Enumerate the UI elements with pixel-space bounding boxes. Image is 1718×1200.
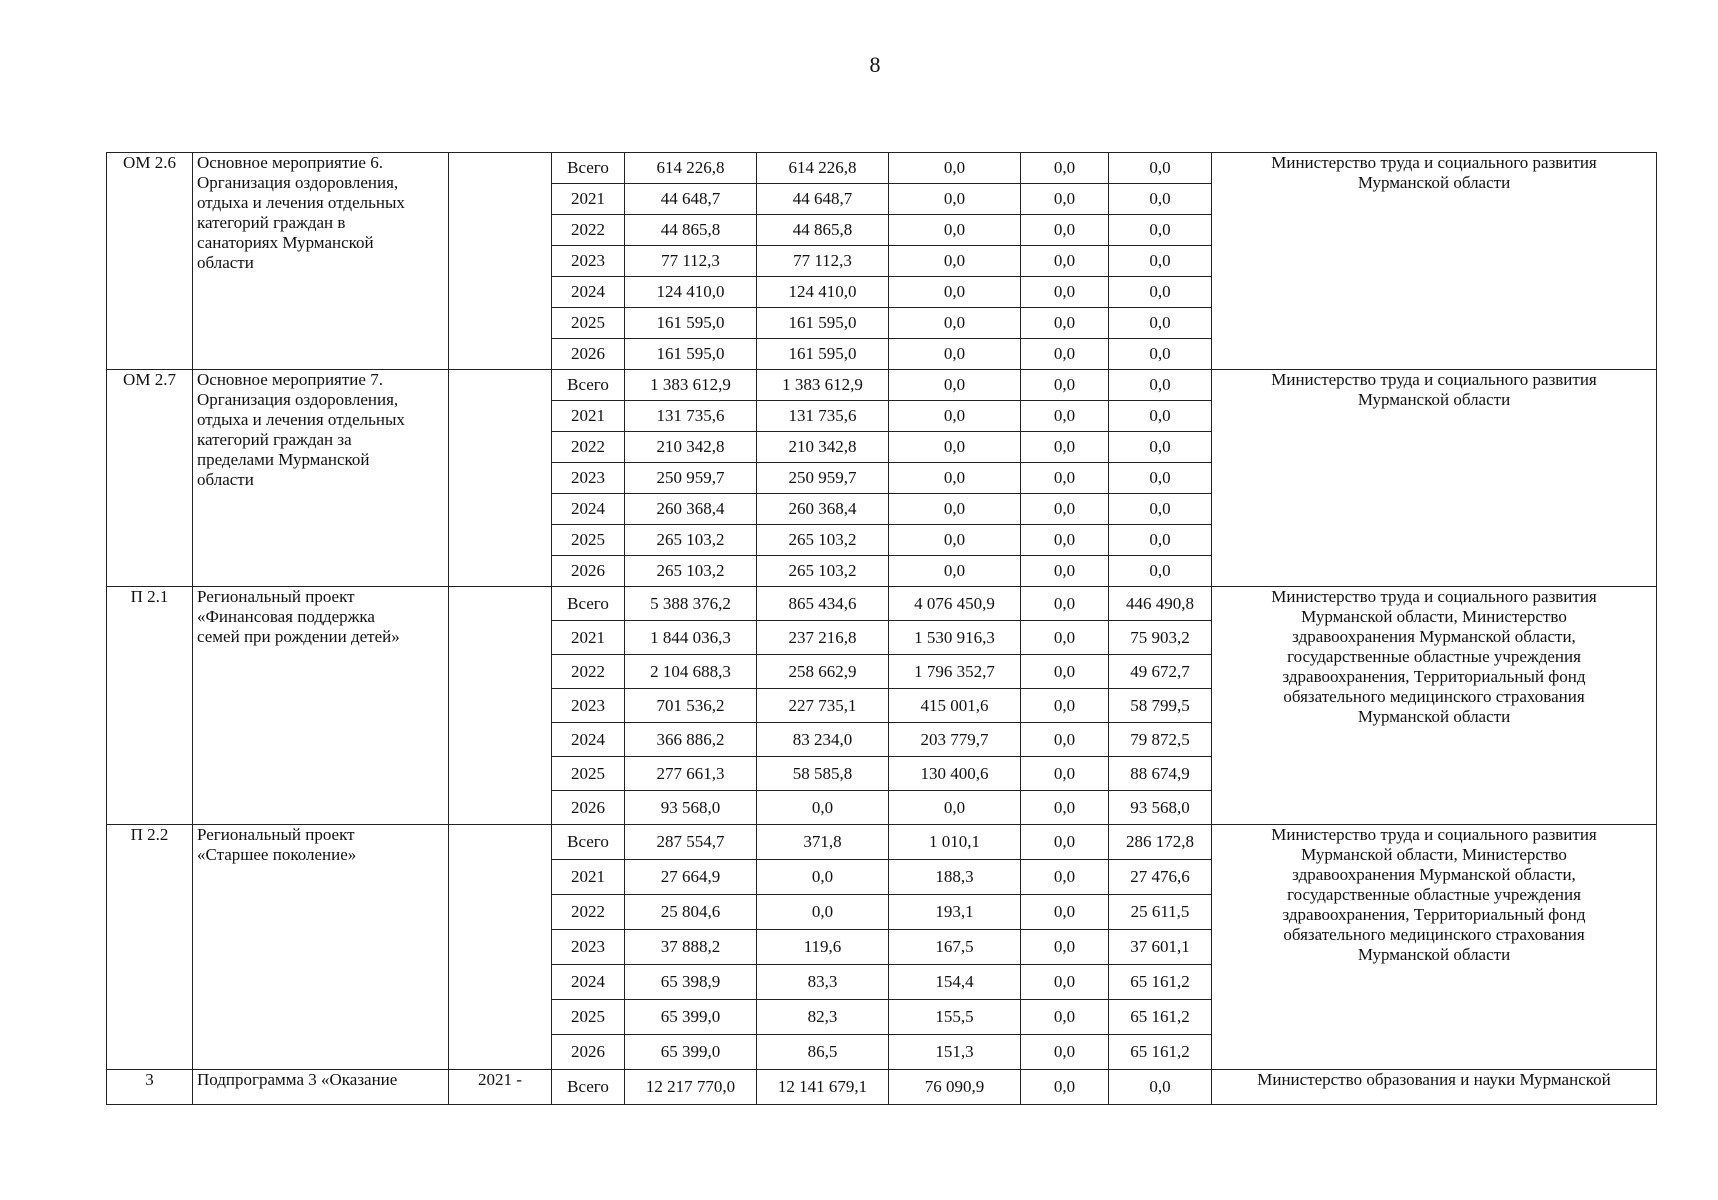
amount-cell: 161 595,0 (757, 308, 889, 339)
amount-cell: 161 595,0 (757, 339, 889, 370)
amount-cell: 0,0 (1021, 432, 1109, 463)
amount-cell: 0,0 (889, 525, 1021, 556)
amount-cell: 0,0 (1021, 463, 1109, 494)
amount-cell: 258 662,9 (757, 655, 889, 689)
year-cell: 2021 (552, 621, 625, 655)
amount-cell: 75 903,2 (1109, 621, 1212, 655)
amount-cell: 193,1 (889, 895, 1021, 930)
amount-cell: 0,0 (1021, 339, 1109, 370)
year-cell: 2025 (552, 757, 625, 791)
amount-cell: 0,0 (889, 370, 1021, 401)
responsible-executor: Министерство труда и социального развития Мурманской области, Министерство здравоохранения Мурманской области, государственные областные учреждения здравоохранения, Территориальный фонд обязательного медицинского страхования Мурманской области (1212, 587, 1657, 825)
amount-cell: 260 368,4 (625, 494, 757, 525)
amount-cell: 154,4 (889, 965, 1021, 1000)
amount-cell: 0,0 (889, 246, 1021, 277)
amount-cell: 0,0 (1109, 308, 1212, 339)
row-period (449, 370, 552, 587)
amount-cell: 1 383 612,9 (757, 370, 889, 401)
row-period: 2021 - (449, 1070, 552, 1105)
amount-cell: 1 383 612,9 (625, 370, 757, 401)
amount-cell: 65 161,2 (1109, 1000, 1212, 1035)
amount-cell: 88 674,9 (1109, 757, 1212, 791)
amount-cell: 188,3 (889, 860, 1021, 895)
year-cell: 2025 (552, 308, 625, 339)
amount-cell: 130 400,6 (889, 757, 1021, 791)
amount-cell: 44 648,7 (625, 184, 757, 215)
amount-cell: 0,0 (1021, 965, 1109, 1000)
amount-cell: 44 865,8 (625, 215, 757, 246)
year-cell: 2023 (552, 463, 625, 494)
amount-cell: 203 779,7 (889, 723, 1021, 757)
amount-cell: 0,0 (1109, 556, 1212, 587)
amount-cell: 25 611,5 (1109, 895, 1212, 930)
amount-cell: 0,0 (1021, 621, 1109, 655)
year-cell: 2022 (552, 895, 625, 930)
amount-cell: 65 399,0 (625, 1035, 757, 1070)
amount-cell: 4 076 450,9 (889, 587, 1021, 621)
amount-cell: 0,0 (889, 791, 1021, 825)
amount-cell: 0,0 (889, 184, 1021, 215)
amount-cell: 65 398,9 (625, 965, 757, 1000)
amount-cell: 0,0 (1109, 525, 1212, 556)
amount-cell: 37 888,2 (625, 930, 757, 965)
year-cell: 2026 (552, 339, 625, 370)
amount-cell: 0,0 (1109, 215, 1212, 246)
year-cell: Всего (552, 1070, 625, 1105)
amount-cell: 27 476,6 (1109, 860, 1212, 895)
amount-cell: 0,0 (1021, 246, 1109, 277)
amount-cell: 0,0 (889, 153, 1021, 184)
amount-cell: 287 554,7 (625, 825, 757, 860)
amount-cell: 265 103,2 (757, 556, 889, 587)
amount-cell: 27 664,9 (625, 860, 757, 895)
amount-cell: 83 234,0 (757, 723, 889, 757)
year-cell: 2023 (552, 246, 625, 277)
amount-cell: 77 112,3 (625, 246, 757, 277)
year-cell: 2021 (552, 401, 625, 432)
row-name: Региональный проект «Финансовая поддержка семей при рождении детей» (193, 587, 449, 825)
amount-cell: 265 103,2 (625, 556, 757, 587)
amount-cell: 0,0 (1109, 184, 1212, 215)
amount-cell: 58 585,8 (757, 757, 889, 791)
amount-cell: 124 410,0 (757, 277, 889, 308)
year-cell: 2026 (552, 791, 625, 825)
amount-cell: 0,0 (1021, 930, 1109, 965)
amount-cell: 151,3 (889, 1035, 1021, 1070)
amount-cell: 0,0 (1021, 1070, 1109, 1105)
amount-cell: 0,0 (1021, 825, 1109, 860)
year-cell: 2022 (552, 432, 625, 463)
amount-cell: 0,0 (1021, 153, 1109, 184)
amount-cell: 1 010,1 (889, 825, 1021, 860)
year-cell: Всего (552, 825, 625, 860)
amount-cell: 0,0 (889, 556, 1021, 587)
year-cell: 2023 (552, 689, 625, 723)
amount-cell: 0,0 (1021, 655, 1109, 689)
table-row (107, 370, 1657, 401)
amount-cell: 83,3 (757, 965, 889, 1000)
amount-cell: 0,0 (1021, 525, 1109, 556)
amount-cell: 167,5 (889, 930, 1021, 965)
amount-cell: 865 434,6 (757, 587, 889, 621)
amount-cell: 93 568,0 (1109, 791, 1212, 825)
table-row (107, 1070, 1657, 1105)
amount-cell: 93 568,0 (625, 791, 757, 825)
amount-cell: 77 112,3 (757, 246, 889, 277)
amount-cell: 0,0 (757, 791, 889, 825)
row-code: П 2.1 (107, 587, 193, 825)
amount-cell: 265 103,2 (625, 525, 757, 556)
amount-cell: 0,0 (1021, 277, 1109, 308)
row-code: ОМ 2.6 (107, 153, 193, 370)
amount-cell: 0,0 (1021, 757, 1109, 791)
year-cell: 2024 (552, 277, 625, 308)
amount-cell: 76 090,9 (889, 1070, 1021, 1105)
amount-cell: 0,0 (1021, 587, 1109, 621)
amount-cell: 0,0 (889, 339, 1021, 370)
amount-cell: 65 399,0 (625, 1000, 757, 1035)
year-cell: 2021 (552, 184, 625, 215)
amount-cell: 237 216,8 (757, 621, 889, 655)
year-cell: 2022 (552, 655, 625, 689)
amount-cell: 0,0 (1109, 494, 1212, 525)
responsible-executor: Министерство труда и социального развития Мурманской области, Министерство здравоохранения Мурманской области, государственные областные учреждения здравоохранения, Территориальный фонд обязательного медицинского страхования Мурманской области (1212, 825, 1657, 1070)
year-cell: 2023 (552, 930, 625, 965)
amount-cell: 0,0 (1109, 370, 1212, 401)
row-name: Основное мероприятие 7. Организация оздоровления, отдыха и лечения отдельных категорий граждан за пределами Мурманской области (193, 370, 449, 587)
amount-cell: 265 103,2 (757, 525, 889, 556)
amount-cell: 210 342,8 (757, 432, 889, 463)
amount-cell: 86,5 (757, 1035, 889, 1070)
year-cell: 2021 (552, 860, 625, 895)
amount-cell: 0,0 (889, 308, 1021, 339)
amount-cell: 161 595,0 (625, 308, 757, 339)
amount-cell: 446 490,8 (1109, 587, 1212, 621)
row-code: П 2.2 (107, 825, 193, 1070)
amount-cell: 614 226,8 (625, 153, 757, 184)
amount-cell: 0,0 (1021, 308, 1109, 339)
amount-cell: 0,0 (889, 401, 1021, 432)
year-cell: 2025 (552, 525, 625, 556)
amount-cell: 250 959,7 (625, 463, 757, 494)
amount-cell: 0,0 (1021, 401, 1109, 432)
amount-cell: 0,0 (757, 860, 889, 895)
table-row (107, 587, 1657, 621)
amount-cell: 58 799,5 (1109, 689, 1212, 723)
amount-cell: 614 226,8 (757, 153, 889, 184)
row-name: Основное мероприятие 6. Организация оздоровления, отдыха и лечения отдельных категорий граждан в санаториях Мурманской области (193, 153, 449, 370)
year-cell: 2026 (552, 1035, 625, 1070)
row-period (449, 153, 552, 370)
amount-cell: 131 735,6 (625, 401, 757, 432)
amount-cell: 0,0 (1109, 401, 1212, 432)
amount-cell: 0,0 (1021, 1035, 1109, 1070)
amount-cell: 0,0 (1021, 215, 1109, 246)
amount-cell: 0,0 (1021, 184, 1109, 215)
amount-cell: 0,0 (1109, 339, 1212, 370)
budget-table (106, 152, 1657, 1105)
amount-cell: 0,0 (889, 494, 1021, 525)
amount-cell: 0,0 (1021, 1000, 1109, 1035)
amount-cell: 37 601,1 (1109, 930, 1212, 965)
amount-cell: 210 342,8 (625, 432, 757, 463)
amount-cell: 1 530 916,3 (889, 621, 1021, 655)
responsible-executor: Министерство образования и науки Мурманской (1212, 1070, 1657, 1105)
amount-cell: 25 804,6 (625, 895, 757, 930)
page-number: 8 (869, 52, 881, 77)
amount-cell: 1 844 036,3 (625, 621, 757, 655)
amount-cell: 0,0 (1021, 895, 1109, 930)
row-code: 3 (107, 1070, 193, 1105)
responsible-executor: Министерство труда и социального развития Мурманской области (1212, 370, 1657, 587)
amount-cell: 119,6 (757, 930, 889, 965)
amount-cell: 12 141 679,1 (757, 1070, 889, 1105)
year-cell: 2024 (552, 965, 625, 1000)
amount-cell: 49 672,7 (1109, 655, 1212, 689)
amount-cell: 277 661,3 (625, 757, 757, 791)
amount-cell: 5 388 376,2 (625, 587, 757, 621)
amount-cell: 0,0 (1109, 432, 1212, 463)
amount-cell: 0,0 (1109, 463, 1212, 494)
amount-cell: 82,3 (757, 1000, 889, 1035)
amount-cell: 0,0 (1109, 277, 1212, 308)
amount-cell: 415 001,6 (889, 689, 1021, 723)
amount-cell: 0,0 (1109, 1070, 1212, 1105)
amount-cell: 65 161,2 (1109, 1035, 1212, 1070)
amount-cell: 366 886,2 (625, 723, 757, 757)
table-row (107, 825, 1657, 860)
amount-cell: 0,0 (1021, 556, 1109, 587)
amount-cell: 79 872,5 (1109, 723, 1212, 757)
year-cell: 2026 (552, 556, 625, 587)
amount-cell: 0,0 (1109, 246, 1212, 277)
amount-cell: 0,0 (1109, 153, 1212, 184)
amount-cell: 0,0 (889, 277, 1021, 308)
amount-cell: 371,8 (757, 825, 889, 860)
amount-cell: 250 959,7 (757, 463, 889, 494)
row-name: Подпрограмма 3 «Оказание (193, 1070, 449, 1105)
amount-cell: 0,0 (1021, 494, 1109, 525)
amount-cell: 0,0 (757, 895, 889, 930)
year-cell: 2025 (552, 1000, 625, 1035)
year-cell: 2022 (552, 215, 625, 246)
amount-cell: 44 865,8 (757, 215, 889, 246)
amount-cell: 0,0 (1021, 370, 1109, 401)
amount-cell: 65 161,2 (1109, 965, 1212, 1000)
responsible-executor: Министерство труда и социального развития Мурманской области (1212, 153, 1657, 370)
amount-cell: 227 735,1 (757, 689, 889, 723)
year-cell: 2024 (552, 723, 625, 757)
year-cell: Всего (552, 153, 625, 184)
amount-cell: 0,0 (1021, 860, 1109, 895)
amount-cell: 0,0 (889, 215, 1021, 246)
table-row (107, 153, 1657, 184)
amount-cell: 161 595,0 (625, 339, 757, 370)
amount-cell: 124 410,0 (625, 277, 757, 308)
amount-cell: 0,0 (1021, 791, 1109, 825)
year-cell: Всего (552, 370, 625, 401)
amount-cell: 701 536,2 (625, 689, 757, 723)
amount-cell: 286 172,8 (1109, 825, 1212, 860)
row-period (449, 587, 552, 825)
amount-cell: 0,0 (889, 432, 1021, 463)
row-code: ОМ 2.7 (107, 370, 193, 587)
year-cell: 2024 (552, 494, 625, 525)
row-period (449, 825, 552, 1070)
amount-cell: 260 368,4 (757, 494, 889, 525)
amount-cell: 44 648,7 (757, 184, 889, 215)
amount-cell: 0,0 (889, 463, 1021, 494)
amount-cell: 0,0 (1021, 723, 1109, 757)
amount-cell: 131 735,6 (757, 401, 889, 432)
amount-cell: 2 104 688,3 (625, 655, 757, 689)
year-cell: Всего (552, 587, 625, 621)
amount-cell: 0,0 (1021, 689, 1109, 723)
amount-cell: 155,5 (889, 1000, 1021, 1035)
amount-cell: 12 217 770,0 (625, 1070, 757, 1105)
row-name: Региональный проект «Старшее поколение» (193, 825, 449, 1070)
amount-cell: 1 796 352,7 (889, 655, 1021, 689)
